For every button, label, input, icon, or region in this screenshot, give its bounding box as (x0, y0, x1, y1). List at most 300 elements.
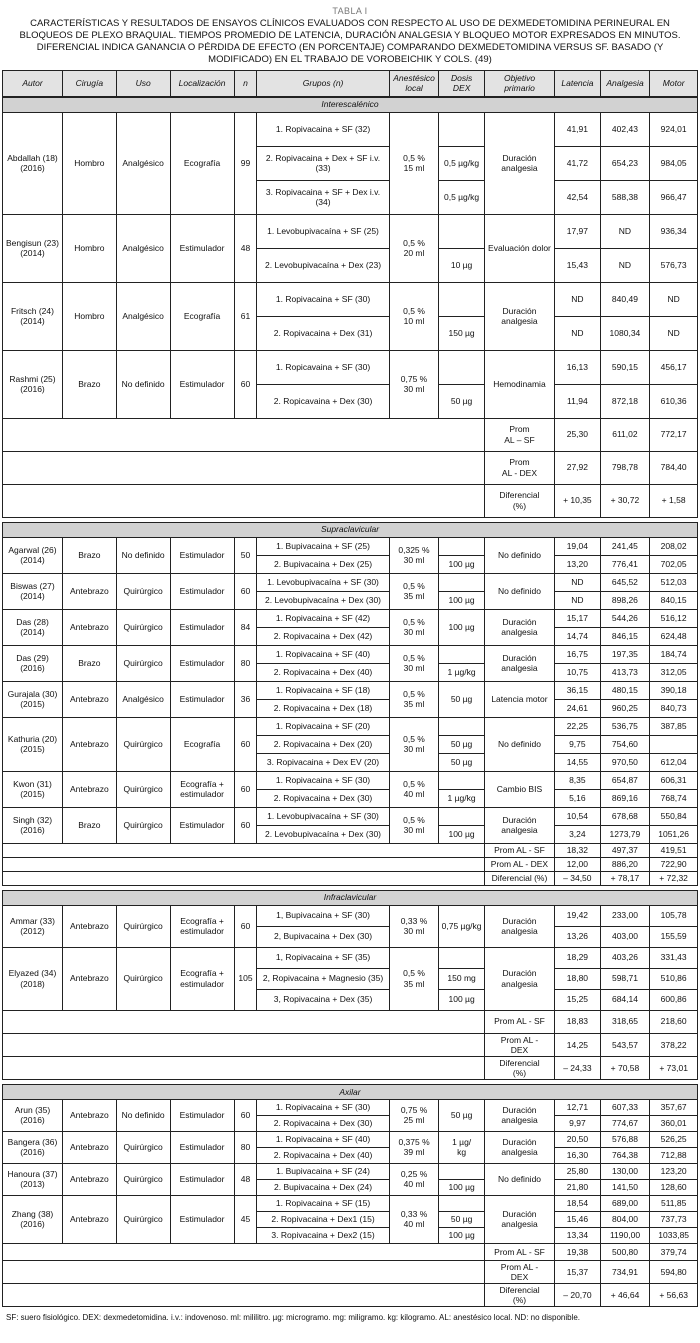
motor-cell: 606,31 (650, 771, 698, 789)
location-cell: Estimulador (170, 537, 234, 573)
latency-cell: 20,50 (555, 1131, 601, 1147)
motor-cell: 155,59 (650, 926, 698, 947)
author-cell: Das (29) (2016) (3, 645, 63, 681)
analgesia-cell: 689,00 (600, 1195, 650, 1211)
analgesia-cell: 402,43 (600, 112, 650, 146)
analgesia-cell: 678,68 (600, 807, 650, 825)
summary-latency: 25,30 (555, 418, 600, 451)
summary-motor: + 1,58 (650, 484, 698, 517)
analgesia-cell: 598,71 (600, 968, 650, 989)
analgesia-cell: 536,75 (600, 717, 650, 735)
group-cell: 2. Ropivacaina + Dex1 (15) (257, 1211, 389, 1227)
summary-analgesia: 318,65 (600, 1010, 650, 1033)
summary-motor: 419,51 (650, 843, 698, 857)
motor-cell: 128,60 (650, 1179, 698, 1195)
summary-spacer (3, 484, 485, 517)
summary-motor: 218,60 (650, 1010, 698, 1033)
anesthetic-cell: 0,5 % 10 ml (389, 282, 439, 350)
motor-cell: 737,73 (650, 1211, 698, 1227)
n-cell: 80 (234, 645, 257, 681)
objective-cell: No definido (484, 573, 554, 609)
objective-cell: No definido (484, 1163, 554, 1195)
dose-cell: 1 µg/ kg (439, 1131, 485, 1163)
analgesia-cell: 776,41 (600, 555, 650, 573)
summary-label: Diferencial (%) (484, 484, 554, 517)
objective-cell: Hemodinamia (484, 350, 554, 418)
column-header-8: Objetivo primario (484, 70, 554, 96)
group-cell: 1. Ropicavaina + SF (30) (257, 350, 389, 384)
surgery-cell: Antebrazo (62, 771, 116, 807)
anesthetic-cell: 0,5 % 35 ml (389, 681, 439, 717)
dose-cell: 100 µg (439, 609, 484, 645)
objective-cell: Duración analgesia (484, 905, 554, 947)
dose-cell: 150 mg (439, 968, 485, 989)
group-cell: 2. Ropivacaina + Dex + SF i.v. (33) (257, 146, 389, 180)
motor-cell: 331,43 (650, 947, 698, 968)
summary-motor: 784,40 (650, 451, 698, 484)
group-cell: 2. Bupivacaina + Dex (25) (257, 555, 389, 573)
motor-cell: 512,03 (650, 573, 698, 591)
use-cell: Quirúrgico (116, 573, 170, 609)
author-cell: Zhang (38) (2016) (3, 1195, 63, 1243)
n-cell: 36 (234, 681, 257, 717)
dose-cell: 100 µg (439, 989, 485, 1010)
summary-latency: + 10,35 (555, 484, 600, 517)
group-cell: 3. Ropivacaina + Dex EV (20) (257, 753, 389, 771)
summary-analgesia: 497,37 (600, 843, 650, 857)
dose-cell (439, 537, 484, 555)
location-cell: Ecografía + estimulador (170, 905, 234, 947)
summary-spacer (3, 857, 485, 871)
dose-cell: 150 µg (439, 316, 484, 350)
analgesia-cell: 607,33 (600, 1099, 650, 1115)
motor-cell: 768,74 (650, 789, 698, 807)
column-header-6: Anestésico local (389, 70, 439, 96)
dose-cell: 1 µg/kg (439, 663, 484, 681)
objective-cell: Duración analgesia (484, 1099, 554, 1131)
group-cell: 1. Ropivacaina + SF (18) (257, 681, 389, 699)
motor-cell: 387,85 (650, 717, 698, 735)
dose-cell (439, 645, 484, 663)
objective-cell: Duración analgesia (484, 609, 554, 645)
section-title: Axilar (3, 1084, 698, 1099)
surgery-cell: Antebrazo (62, 1163, 116, 1195)
use-cell: Quirúrgico (116, 771, 170, 807)
group-cell: 2. Levobupivacaína + Dex (23) (257, 248, 389, 282)
author-cell: Rashmi (25) (2016) (3, 350, 63, 418)
motor-cell: 702,05 (650, 555, 698, 573)
surgery-cell: Antebrazo (62, 609, 116, 645)
surgery-cell: Brazo (62, 807, 116, 843)
summary-motor: 722,90 (650, 857, 698, 871)
summary-spacer (3, 1243, 485, 1260)
anesthetic-cell: 0,33 % 30 ml (389, 905, 439, 947)
summary-label: Diferencial (%) (484, 871, 554, 885)
location-cell: Estimulador (170, 681, 234, 717)
analgesia-cell: 233,00 (600, 905, 650, 926)
summary-label: Diferencial (%) (484, 1056, 554, 1079)
column-header-9: Latencia (555, 70, 601, 96)
location-cell: Ecografía (170, 282, 234, 350)
n-cell: 60 (234, 807, 257, 843)
column-header-7: Dosis DEX (439, 70, 485, 96)
motor-cell: 516,12 (650, 609, 698, 627)
summary-motor: + 73,01 (650, 1056, 698, 1079)
motor-cell: 510,86 (650, 968, 698, 989)
analgesia-cell: 754,60 (600, 735, 650, 753)
anesthetic-cell: 0,5 % 30 ml (389, 717, 439, 771)
summary-latency: 14,25 (555, 1033, 601, 1056)
analgesia-cell: 141,50 (600, 1179, 650, 1195)
objective-cell: No definido (484, 537, 554, 573)
summary-analgesia: + 46,64 (600, 1283, 650, 1306)
location-cell: Estimulador (170, 807, 234, 843)
location-cell: Estimulador (170, 1195, 234, 1243)
analgesia-cell: ND (600, 214, 650, 248)
summary-spacer (3, 871, 485, 885)
use-cell: Quirúrgico (116, 1131, 170, 1163)
group-cell: 2. Levobupivacaína + Dex (30) (257, 591, 389, 609)
anesthetic-cell: 0,5 % 30 ml (389, 807, 439, 843)
column-header-3: Localización (170, 70, 234, 96)
motor-cell: ND (650, 316, 698, 350)
latency-cell: 16,75 (555, 645, 600, 663)
author-cell: Agarwal (26) (2014) (3, 537, 63, 573)
use-cell: Analgésico (116, 681, 170, 717)
group-cell: 2. Ropivacaina + Dex (31) (257, 316, 389, 350)
summary-spacer (3, 1056, 485, 1079)
summary-latency: 12,00 (555, 857, 600, 871)
footnote: SF: suero fisiológico. DEX: dexmedetomidina. i.v.: indovenoso. ml: mililitro. µg: microgramo. mg: miligramo. kg: kilogramo. AL: anestésico local. ND: no disponible. (6, 1312, 581, 1322)
motor-cell: 123,20 (650, 1163, 698, 1179)
anesthetic-cell: 0,5 % 30 ml (389, 645, 439, 681)
objective-cell: Duración analgesia (484, 1131, 554, 1163)
summary-latency: 18,32 (555, 843, 600, 857)
anesthetic-cell: 0,75 % 25 ml (389, 1099, 439, 1131)
latency-cell: 3,24 (555, 825, 600, 843)
dose-cell: 100 µg (439, 825, 484, 843)
author-cell: Gurajala (30) (2015) (3, 681, 63, 717)
latency-cell: 41,91 (555, 112, 600, 146)
surgery-cell: Brazo (62, 350, 116, 418)
group-cell: 2, Bupivacaina + Dex (30) (257, 926, 389, 947)
analgesia-cell: 970,50 (600, 753, 650, 771)
latency-cell: 19,04 (555, 537, 600, 555)
objective-cell: Duración analgesia (484, 1195, 554, 1243)
dose-cell: 50 µg (439, 1211, 485, 1227)
summary-analgesia: 886,20 (600, 857, 650, 871)
group-cell: 2, Ropivacaina + Magnesio (35) (257, 968, 389, 989)
summary-latency: – 20,70 (555, 1283, 601, 1306)
group-cell: 2. Ropivacaina + Dex (20) (257, 735, 389, 753)
latency-cell: ND (555, 573, 600, 591)
motor-cell: ND (650, 282, 698, 316)
summary-label: Prom AL - DEX (484, 857, 554, 871)
motor-cell: 390,18 (650, 681, 698, 699)
group-cell: 1. Levobupivacaína + SF (25) (257, 214, 389, 248)
motor-cell: 1051,26 (650, 825, 698, 843)
objective-cell: Duración analgesia (484, 282, 554, 350)
analgesia-cell: 544,26 (600, 609, 650, 627)
motor-cell: 184,74 (650, 645, 698, 663)
location-cell: Estimulador (170, 573, 234, 609)
use-cell: No definido (116, 350, 170, 418)
latency-cell: 15,25 (555, 989, 601, 1010)
surgery-cell: Antebrazo (62, 681, 116, 717)
surgery-cell: Antebrazo (62, 1099, 116, 1131)
summary-latency: 19,38 (555, 1243, 601, 1260)
analgesia-cell: 645,52 (600, 573, 650, 591)
summary-motor: 379,74 (650, 1243, 698, 1260)
analgesia-cell: 764,38 (600, 1147, 650, 1163)
dose-cell: 1 µg/kg (439, 789, 484, 807)
motor-cell: 936,34 (650, 214, 698, 248)
dose-cell (439, 214, 484, 248)
group-cell: 1. Ropivacaina + SF (20) (257, 717, 389, 735)
latency-cell: 42,54 (555, 180, 600, 214)
motor-cell: 610,36 (650, 384, 698, 418)
motor-cell: 840,73 (650, 699, 698, 717)
n-cell: 45 (234, 1195, 257, 1243)
location-cell: Estimulador (170, 1099, 234, 1131)
latency-cell: 16,13 (555, 350, 600, 384)
analgesia-cell: ND (600, 248, 650, 282)
group-cell: 1, Bupivacaina + SF (30) (257, 905, 389, 926)
summary-analgesia: 611,02 (600, 418, 650, 451)
use-cell: Quirúrgico (116, 905, 170, 947)
summary-spacer (3, 1283, 485, 1306)
dose-cell (439, 947, 485, 968)
dose-cell (439, 807, 484, 825)
summary-motor: 772,17 (650, 418, 698, 451)
latency-cell: 8,35 (555, 771, 600, 789)
surgery-cell: Antebrazo (62, 573, 116, 609)
dose-cell: 50 µg (439, 384, 484, 418)
section-table-1 (2, 522, 698, 886)
use-cell: Quirúrgico (116, 947, 170, 1010)
author-cell: Arun (35) (2016) (3, 1099, 63, 1131)
surgery-cell: Antebrazo (62, 905, 116, 947)
latency-cell: 10,75 (555, 663, 600, 681)
summary-analgesia: + 70,58 (600, 1056, 650, 1079)
analgesia-cell: 130,00 (600, 1163, 650, 1179)
section-title: Supraclavicular (3, 522, 698, 537)
latency-cell: 14,74 (555, 627, 600, 645)
analgesia-cell: 576,88 (600, 1131, 650, 1147)
n-cell: 60 (234, 717, 257, 771)
dose-cell: 0,5 µg/kg (439, 146, 484, 180)
group-cell: 2. Levobupivacaína + Dex (30) (257, 825, 389, 843)
group-cell: 1. Ropivacaina + SF (30) (257, 771, 389, 789)
summary-latency: 27,92 (555, 451, 600, 484)
group-cell: 1. Levobupivacaína + SF (30) (257, 807, 389, 825)
summary-spacer (3, 418, 485, 451)
motor-cell: 105,78 (650, 905, 698, 926)
objective-cell: No definido (484, 717, 554, 771)
surgery-cell: Antebrazo (62, 1195, 116, 1243)
use-cell: No definido (116, 1099, 170, 1131)
latency-cell: 13,34 (555, 1227, 601, 1243)
column-header-11: Motor (650, 70, 698, 96)
analgesia-cell: 869,16 (600, 789, 650, 807)
summary-latency: 18,83 (555, 1010, 601, 1033)
location-cell: Estimulador (170, 645, 234, 681)
latency-cell: 9,97 (555, 1115, 601, 1131)
location-cell: Estimulador (170, 1163, 234, 1195)
column-header-10: Analgesia (600, 70, 650, 96)
motor-cell (650, 735, 698, 753)
anesthetic-cell: 0,375 % 39 ml (389, 1131, 439, 1163)
n-cell: 60 (234, 573, 257, 609)
n-cell: 50 (234, 537, 257, 573)
summary-spacer (3, 1010, 485, 1033)
analgesia-cell: 804,00 (600, 1211, 650, 1227)
group-cell: 1. Bupivacaina + SF (25) (257, 537, 389, 555)
group-cell: 2. Ropicavaina + Dex (30) (257, 384, 389, 418)
latency-cell: 16,30 (555, 1147, 601, 1163)
summary-label: Prom AL - SF (484, 843, 554, 857)
column-header-4: n (234, 70, 257, 96)
latency-cell: 15,43 (555, 248, 600, 282)
latency-cell: 25,80 (555, 1163, 601, 1179)
summary-analgesia: 500,80 (600, 1243, 650, 1260)
summary-latency: 15,37 (555, 1260, 601, 1283)
location-cell: Ecografía + estimulador (170, 771, 234, 807)
summary-motor: 594,80 (650, 1260, 698, 1283)
dose-cell: 100 µg (439, 555, 484, 573)
group-cell: 1. Ropivacaina + SF (40) (257, 645, 389, 663)
surgery-cell: Antebrazo (62, 1131, 116, 1163)
latency-cell: 18,54 (555, 1195, 601, 1211)
dose-cell (439, 350, 484, 384)
dose-cell (439, 573, 484, 591)
section-title: Infraclavicular (3, 890, 698, 905)
latency-cell: ND (555, 591, 600, 609)
analgesia-cell: 872,18 (600, 384, 650, 418)
n-cell: 48 (234, 1163, 257, 1195)
dose-cell (439, 282, 484, 316)
summary-label: Prom AL - SF (484, 1243, 554, 1260)
latency-cell: 12,71 (555, 1099, 601, 1115)
summary-spacer (3, 1260, 485, 1283)
motor-cell: 966,47 (650, 180, 698, 214)
summary-label: Prom AL - DEX (484, 451, 554, 484)
latency-cell: 13,26 (555, 926, 601, 947)
dose-cell: 50 µg (439, 735, 484, 753)
latency-cell: ND (555, 316, 600, 350)
dose-cell (439, 1163, 485, 1179)
motor-cell: 360,01 (650, 1115, 698, 1131)
author-cell: Hanoura (37) (2013) (3, 1163, 63, 1195)
motor-cell: 208,02 (650, 537, 698, 555)
group-cell: 1. Ropivacaina + SF (15) (257, 1195, 389, 1211)
location-cell: Ecografía + estimulador (170, 947, 234, 1010)
dose-cell (439, 112, 484, 146)
author-cell: Das (28) (2014) (3, 609, 63, 645)
analgesia-cell: 1190,00 (600, 1227, 650, 1243)
use-cell: Quirúrgico (116, 807, 170, 843)
n-cell: 80 (234, 1131, 257, 1163)
latency-cell: 19,42 (555, 905, 601, 926)
objective-cell: Duración analgesia (484, 645, 554, 681)
author-cell: Biswas (27) (2014) (3, 573, 63, 609)
latency-cell: 15,46 (555, 1211, 601, 1227)
n-cell: 61 (234, 282, 257, 350)
analgesia-cell: 654,23 (600, 146, 650, 180)
motor-cell: 712,88 (650, 1147, 698, 1163)
summary-spacer (3, 451, 485, 484)
surgery-cell: Hombro (62, 282, 116, 350)
analgesia-cell: 403,26 (600, 947, 650, 968)
anesthetic-cell: 0,5 % 30 ml (389, 609, 439, 645)
analgesia-cell: 898,26 (600, 591, 650, 609)
results-table (2, 70, 698, 1307)
analgesia-cell: 403,00 (600, 926, 650, 947)
group-cell: 2. Ropivacaina + Dex (30) (257, 789, 389, 807)
summary-analgesia: + 78,17 (600, 871, 650, 885)
motor-cell: 600,86 (650, 989, 698, 1010)
objective-cell: Duración analgesia (484, 112, 554, 214)
table-caption: CARACTERÍSTICAS Y RESULTADOS DE ENSAYOS CLÍNICOS EVALUADOS CON RESPECTO AL USO DE DEXMEDETOMIDINA PERINEURAL EN BLOQUEOS DE PLEXO BRAQUIAL. TIEMPOS PROMEDIO DE LATENCIA, DURACIÓN ANALGESIA Y BLOQUEO MOTOR EXPRESADOS EN MINUTOS. DIFERENCIAL INDICA GANANCIA O PÉRDIDA DE EFECTO (EN PORCENTAJE) COMPARANDO DEXMEDETOMIDINA VERSUS SF. BASADO (Y MODIFICADO) EN EL TRABAJO DE VOROBEICHIK Y COLS. (49) (19, 18, 681, 65)
anesthetic-cell: 0,5 % 15 ml (389, 112, 439, 214)
objective-cell: Cambio BIS (484, 771, 554, 807)
summary-motor: + 72,32 (650, 871, 698, 885)
latency-cell: 15,17 (555, 609, 600, 627)
dose-cell: 50 µg (439, 681, 484, 717)
n-cell: 48 (234, 214, 257, 282)
dose-cell: 50 µg (439, 753, 484, 771)
summary-spacer (3, 1033, 485, 1056)
anesthetic-cell: 0,5 % 40 ml (389, 771, 439, 807)
latency-cell: 21,80 (555, 1179, 601, 1195)
n-cell: 60 (234, 771, 257, 807)
summary-label: Prom AL - DEX (484, 1260, 554, 1283)
use-cell: Quirúrgico (116, 609, 170, 645)
group-cell: 3. Ropivacaina + Dex2 (15) (257, 1227, 389, 1243)
author-cell: Bangera (36) (2016) (3, 1131, 63, 1163)
surgery-cell: Brazo (62, 645, 116, 681)
use-cell: Quirúrgico (116, 717, 170, 771)
location-cell: Ecografía (170, 112, 234, 214)
table-title: TABLA I (332, 6, 368, 16)
author-cell: Ammar (33) (2012) (3, 905, 63, 947)
use-cell: Analgésico (116, 112, 170, 214)
summary-latency: – 34,50 (555, 871, 600, 885)
n-cell: 60 (234, 1099, 257, 1131)
group-cell: 2. Ropivacaina + Dex (42) (257, 627, 389, 645)
motor-cell: 550,84 (650, 807, 698, 825)
motor-cell: 511,85 (650, 1195, 698, 1211)
group-cell: 1, Ropivacaina + SF (35) (257, 947, 389, 968)
group-cell: 3. Ropivacaina + SF + Dex i.v. (34) (257, 180, 389, 214)
anesthetic-cell: 0,325 % 30 ml (389, 537, 439, 573)
surgery-cell: Antebrazo (62, 717, 116, 771)
author-cell: Elyazed (34) (2018) (3, 947, 63, 1010)
n-cell: 99 (234, 112, 257, 214)
summary-latency: – 24,33 (555, 1056, 601, 1079)
dose-cell: 100 µg (439, 1227, 485, 1243)
use-cell: Analgésico (116, 282, 170, 350)
summary-label: Prom AL - DEX (484, 1033, 554, 1056)
location-cell: Estimulador (170, 1131, 234, 1163)
summary-analgesia: 798,78 (600, 451, 650, 484)
latency-cell: 10,54 (555, 807, 600, 825)
motor-cell: 576,73 (650, 248, 698, 282)
summary-label: Prom AL - SF (484, 1010, 554, 1033)
summary-analgesia: + 30,72 (600, 484, 650, 517)
latency-cell: 18,80 (555, 968, 601, 989)
latency-cell: 36,15 (555, 681, 600, 699)
